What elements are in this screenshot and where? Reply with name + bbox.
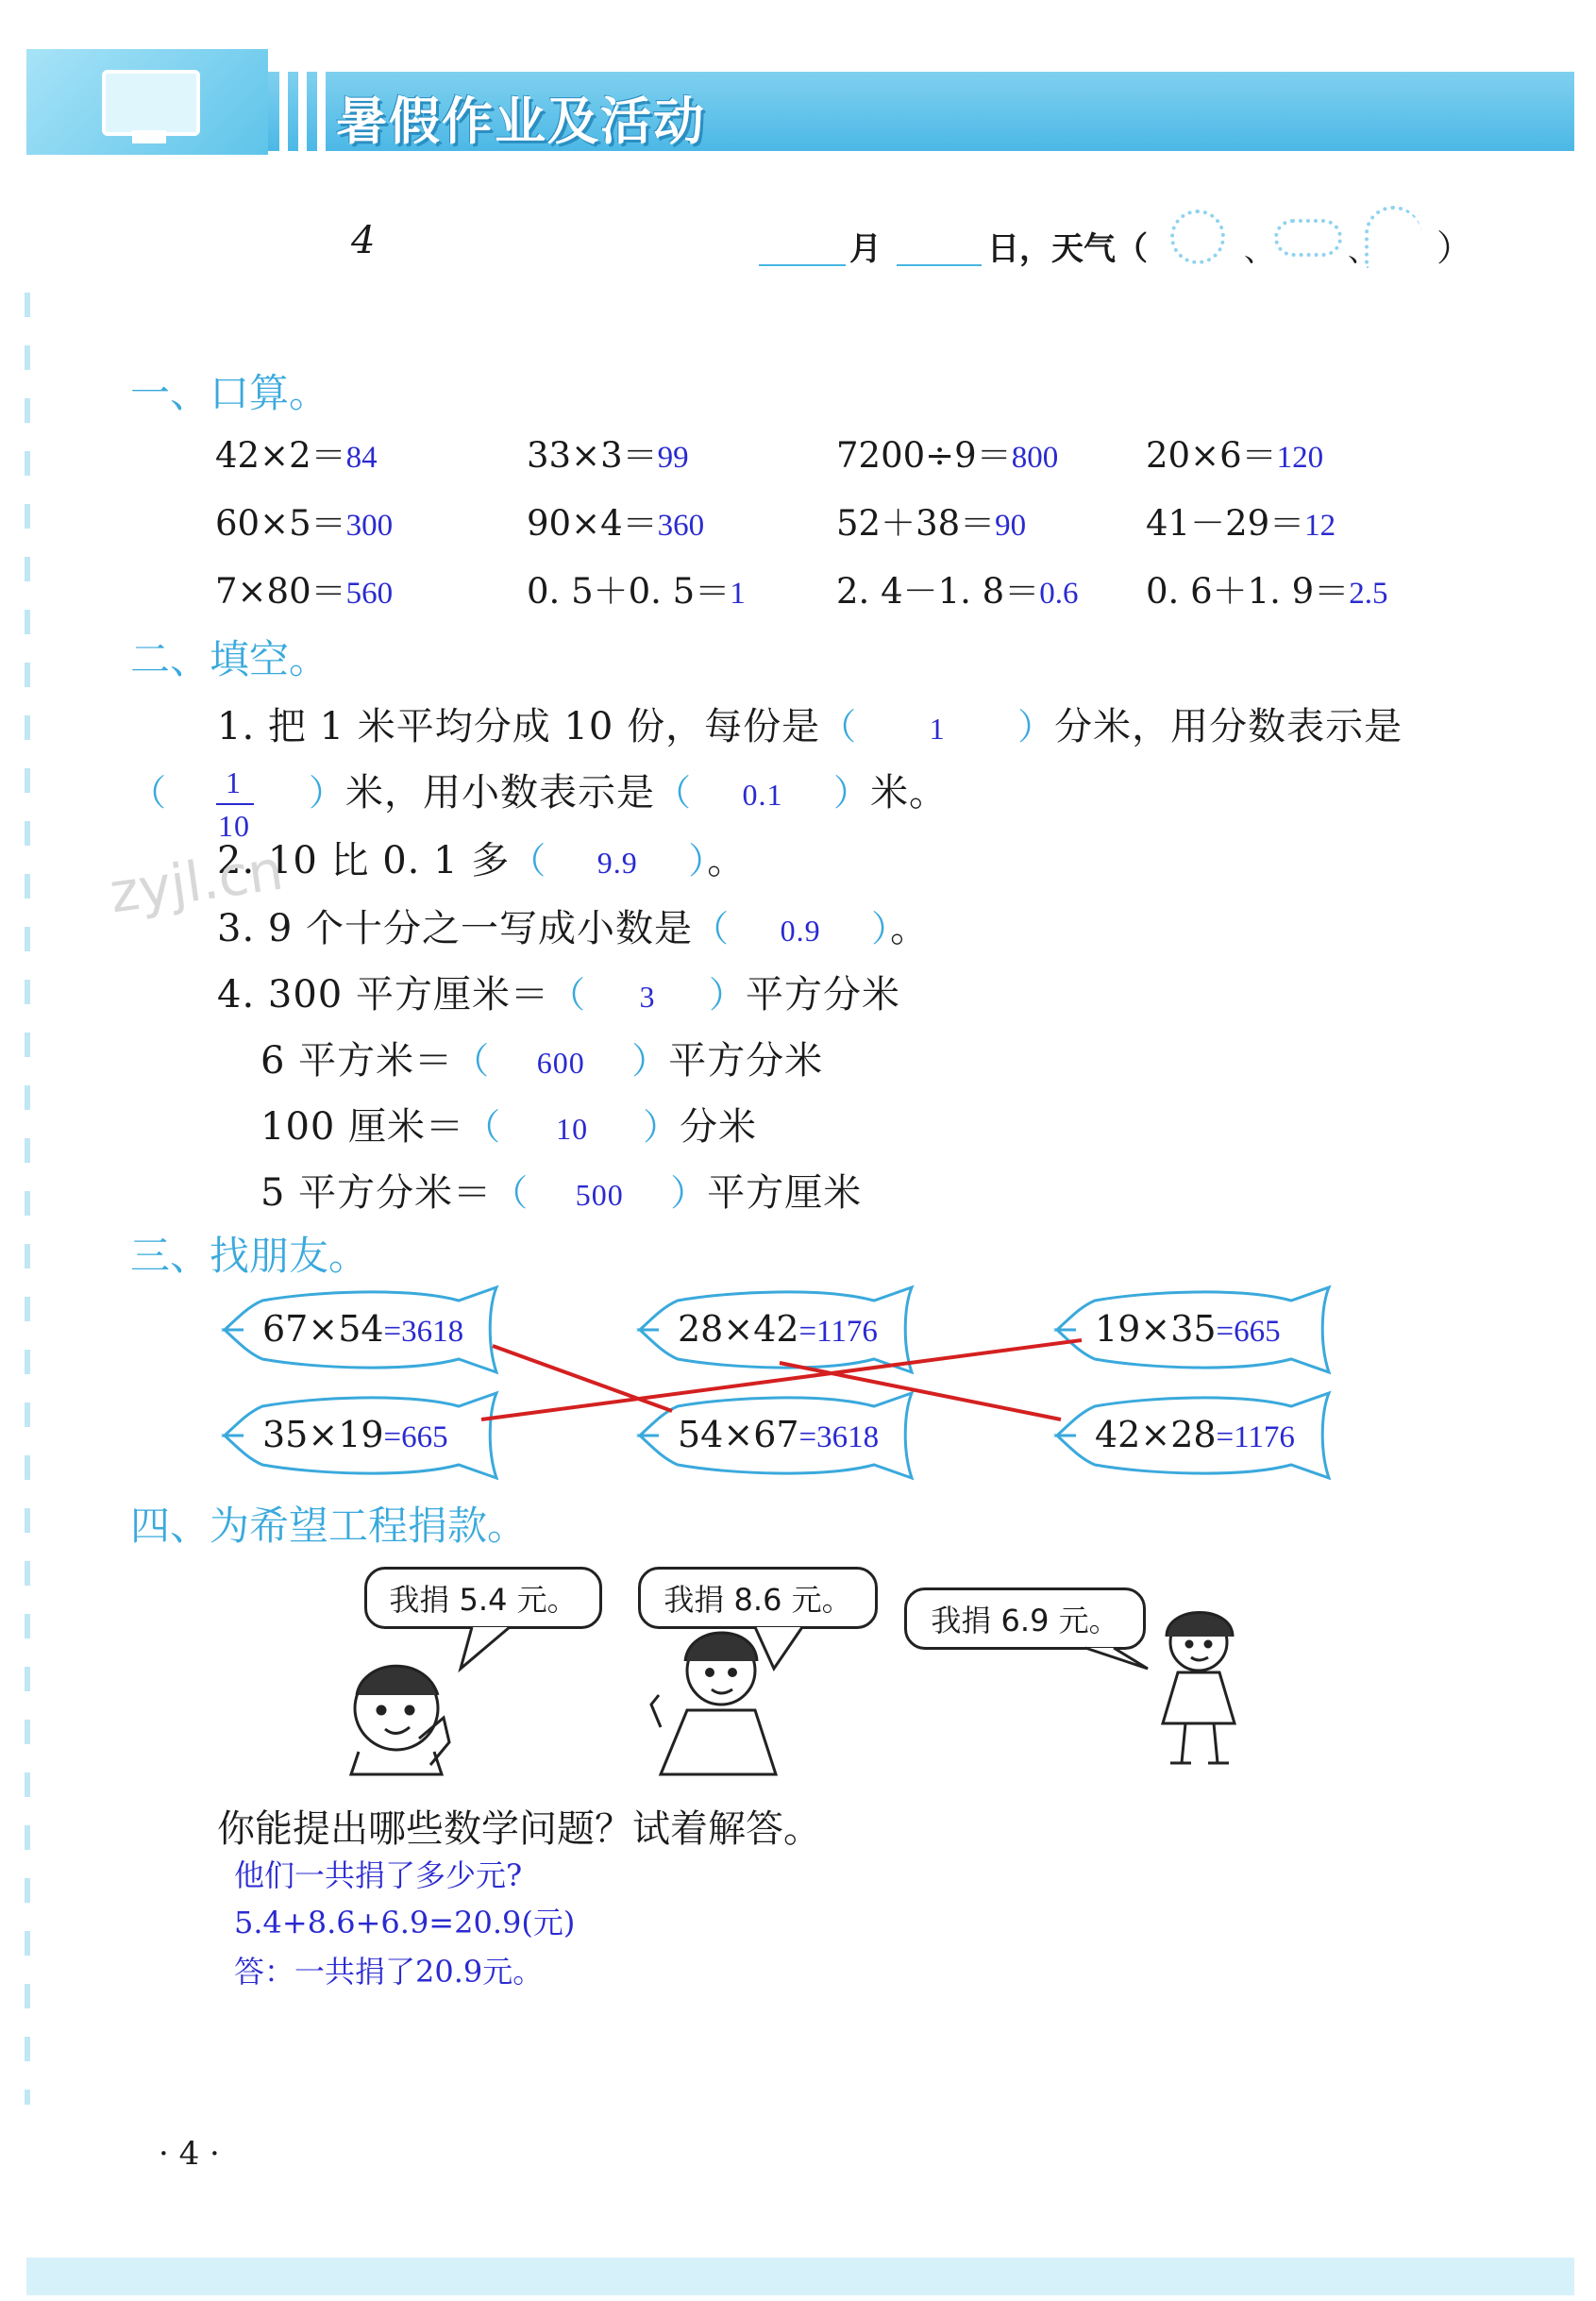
answer-q2[interactable]: 9.9 [596,846,638,880]
calc-answer[interactable]: 99 [657,441,689,475]
answer-q3[interactable]: 0.9 [780,914,821,948]
answer-q1c[interactable]: 0.1 [742,778,783,812]
fish-answer[interactable]: =3618 [798,1420,880,1454]
calc-item: 7200÷9＝800 [836,435,1059,476]
calc-answer[interactable]: 1 [730,577,746,611]
weather-label: ，天气（ [1019,230,1148,268]
section-4-title: 四、为希望工程捐款。 [130,1503,528,1549]
page-number: · 4 · [159,2135,220,2173]
fill-q4c: 100 厘米＝（ 10 ）分米 [260,1105,758,1149]
answer-q4b[interactable]: 600 [536,1046,585,1080]
answer-q4a[interactable]: 3 [639,980,656,1014]
calc-answer[interactable]: 120 [1276,441,1324,475]
calc-item: 0. 6＋1. 9＝2.5 [1146,571,1388,612]
fill-q4a: 4. 300 平方厘米＝（ 3 ）平方分米 [217,973,900,1016]
speech-bubble-1: 我捐 5.4 元。 [364,1567,602,1629]
fish-answer[interactable]: =3618 [383,1315,464,1349]
separator: 、 [1348,232,1379,268]
section-2-title: 二、填空。 [130,636,329,682]
fish-answer[interactable]: =665 [1216,1315,1281,1349]
fish-equation: 19×35=665 [1095,1308,1281,1350]
page-title: 暑假作业及活动 [336,92,706,151]
calc-answer[interactable]: 84 [345,441,378,475]
month-label: 月 [849,230,882,268]
boy-avatar-1 [351,1666,449,1774]
fish-equation: 28×42=1176 [678,1308,878,1350]
fill-q4d: 5 平方分米＝（ 500 ）平方厘米 [260,1171,863,1215]
calc-item: 20×6＝120 [1146,435,1324,476]
watermark: zyjl.cn [106,837,287,926]
calc-answer[interactable]: 300 [345,509,394,543]
calc-item: 60×5＝300 [215,503,394,544]
section-1-title: 一、口算。 [130,370,329,416]
fish-equation: 42×28=1176 [1095,1414,1295,1455]
calc-item: 2. 4－1. 8＝0.6 [836,571,1079,612]
calc-item: 42×2＝84 [215,435,378,476]
girl-avatar [1163,1613,1235,1764]
calc-answer[interactable]: 12 [1304,509,1336,543]
answer-text-3[interactable]: 答：一共捐了20.9元。 [234,1954,544,1990]
day-number: 4 [351,219,376,262]
calc-item: 41－29＝12 [1146,503,1336,544]
donation-question: 你能提出哪些数学问题？试着解答。 [217,1807,821,1851]
fish-equation: 54×67=3618 [678,1414,880,1455]
fish-answer[interactable]: =665 [383,1420,448,1454]
boy-avatar-2 [651,1633,776,1774]
fill-q4b: 6 平方米＝（ 600 ）平方分米 [260,1039,824,1083]
calc-answer[interactable]: 2.5 [1349,577,1388,611]
fill-q3: 3. 9 个十分之一写成小数是（ 0.9 ）。 [217,907,930,950]
calc-answer[interactable]: 360 [657,509,705,543]
answer-text-2[interactable]: 5.4+8.6+6.9=20.9(元) [234,1905,576,1940]
fish-answer[interactable]: =1176 [798,1315,878,1349]
calc-item: 90×4＝360 [527,503,705,544]
calc-answer[interactable]: 0.6 [1039,577,1079,611]
calc-answer[interactable]: 560 [345,577,394,611]
fill-q2: 2. 10 比 0. 1 多（ 9.9 ）。 [217,839,747,882]
answer-q4d[interactable]: 500 [575,1178,624,1212]
answer-q1-fraction[interactable]: $\frac{1}{10}$ [167,777,309,815]
calc-answer[interactable]: 90 [995,509,1027,543]
fish-equation: 35×19=665 [262,1414,448,1455]
speech-bubble-2: 我捐 8.6 元。 [638,1567,878,1629]
calc-item: 33×3＝99 [527,435,689,476]
weather-close: ） [1436,227,1473,269]
fill-q1: 1. 把 1 米平均分成 10 份，每份是（ 1 ）分米，用分数表示是 [217,705,1403,748]
answer-q1a[interactable]: 1 [929,712,946,746]
answer-q4c[interactable]: 10 [556,1112,589,1146]
section-3-title: 三、找朋友。 [130,1233,369,1279]
calc-item: 52＋38＝90 [836,503,1027,544]
fish-equation: 67×54=3618 [262,1308,464,1350]
answer-text-1[interactable]: 他们一共捐了多少元? [234,1857,523,1893]
fish-answer[interactable]: =1176 [1216,1420,1295,1454]
calc-item: 0. 5＋0. 5＝1 [527,571,746,612]
speech-bubble-3: 我捐 6.9 元。 [904,1587,1146,1650]
fill-q1-cont: （ $\frac{1}{10}$ ）米，用小数表示是（ 0.1 ）米。 [130,765,949,843]
day-label: 日 [987,230,1019,268]
separator: 、 [1244,232,1275,268]
calc-item: 7×80＝560 [215,571,394,612]
calc-answer[interactable]: 800 [1011,441,1059,475]
footer-band [26,2258,1574,2295]
